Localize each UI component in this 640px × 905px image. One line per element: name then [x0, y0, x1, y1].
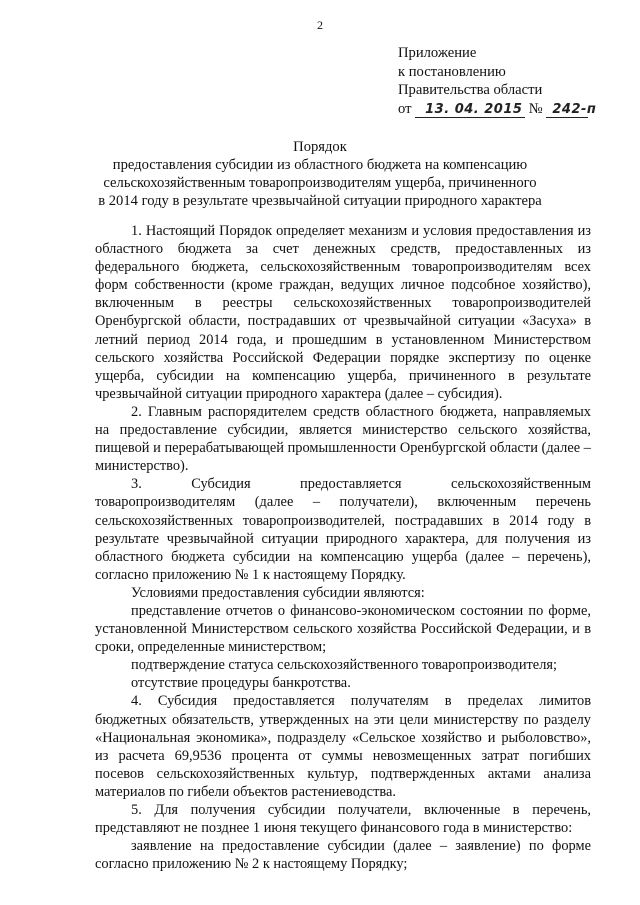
appendix-line-3: Правительства области [398, 82, 543, 98]
number-prefix: № [528, 100, 543, 117]
appendix-line-2: к постановлению [398, 63, 506, 80]
title-line-3: в 2014 году в результате чрезвычайной ситуации природного характера [98, 193, 542, 209]
date-prefix: от [398, 100, 412, 117]
appendix-block [398, 44, 597, 118]
condition-2: подтверждение статуса сельскохозяйственного товаропроизводителя; [131, 657, 557, 674]
paragraph-4: 4. Субсидия предоставляется получателям в пределах лимитов бюджетных обязательств, утвержденных на эти цели министерству по разделу «Национальная экономика», подразделу «Сельское хозяйство и рыболовство», из расчета 69,9536 процента от суммы невозмещенных затрат погибших посевов сельскохозяйственных культур, подтвержденных актами анализа материалов по гибели объектов растениеводства. [95, 693, 591, 800]
document-title [0, 138, 640, 210]
handwritten-date: 13. 04. 2015 [415, 102, 525, 118]
handwritten-number: 242-п [546, 102, 588, 118]
document-body [95, 222, 591, 873]
conditions-intro: Условиями предоставления субсидии являются: [131, 584, 425, 601]
appendix-line-1: Приложение [398, 45, 477, 61]
application-item: заявление на предоставление субсидии (далее – заявление) по форме согласно приложению № 2 к настоящему Порядку; [95, 838, 591, 873]
paragraph-1: 1. Настоящий Порядок определяет механизм и условия предоставления из областного бюджета за счет денежных средств, предоставленных из федерального бюджета, сельскохозяйственным товаропроизводителям всех форм собственности (кроме граждан, ведущих личное подсобное хозяйство), включенным в реестры сельскохозяйственных товаропроизводителей Оренбургской области, пострадавших от чрезвычайной ситуации «Засуха» в летний период 2014 года, и прошедшим в установленном Министерством сельского хозяйства Российской Федерации порядке экспертизу по оценке ущерба, субсидии на компенсацию ущерба, причиненного в результате чрезвычайной ситуации природного характера (далее – субсидия). [95, 223, 591, 402]
paragraph-2: 2. Главным распорядителем средств областного бюджета, направляемых на предоставление субсидии, является министерство сельского хозяйства, пищевой и перерабатывающей промышленности Оренбургской области (далее – министерство). [95, 403, 591, 475]
paragraph-5: 5. Для получения субсидии получатели, включенные в перечень, представляют не позднее 1 июня текущего финансового года в министерство: [95, 802, 591, 837]
appendix-date-line [398, 100, 597, 119]
condition-1: представление отчетов о финансово-экономическом состоянии по форме, установленной Министерством сельского хозяйства Российской Федерации, и в сроки, определенные министерством; [95, 602, 591, 656]
title-heading: Порядок [293, 139, 347, 155]
paragraph-3: 3. Субсидия предоставляется сельскохозяйственным товаропроизводителям (далее – получатели), включенным перечень сельскохозяйственных товаропроизводителей, пострадавших в 2014 году в результате чрезвычайной ситуации природного характера, для получения из областного бюджета субсидии на компенсацию ущерба (далее – перечень), согласно приложению № 1 к настоящему Порядку. [95, 476, 591, 583]
title-line-1: предоставления субсидии из областного бюджета на компенсацию [112, 157, 528, 173]
condition-3: отсутствие процедуры банкротства. [131, 675, 351, 692]
page-number: 2 [317, 18, 323, 32]
title-line-2: сельскохозяйственным товаропроизводителям ущерба, причиненного [103, 175, 537, 191]
